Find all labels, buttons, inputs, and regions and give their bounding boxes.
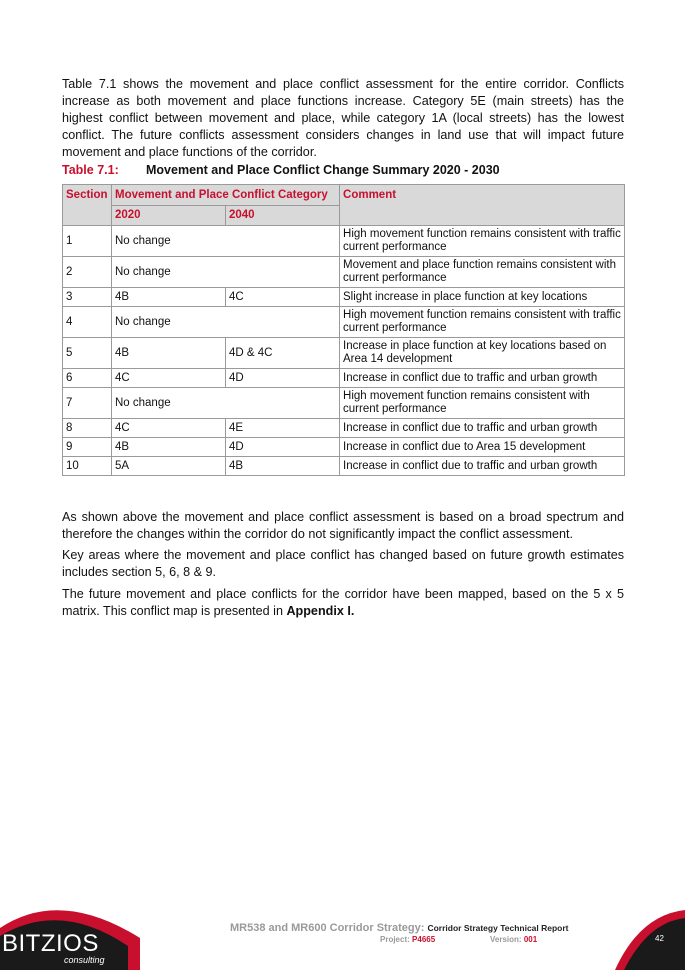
cell-section: 6 [63,369,112,388]
footer-version [490,935,537,944]
cell-comment: High movement function remains consistent with traffic current performance [340,307,625,338]
table-caption-number: Table 7.1: [62,163,119,177]
cell-comment: High movement function remains consistent with current performance [340,388,625,419]
cell-2040: 4C [226,288,340,307]
footer-project-value: P4665 [412,935,436,944]
cell-comment: Increase in conflict due to traffic and urban growth [340,419,625,438]
cell-comment: Slight increase in place function at key locations [340,288,625,307]
table-row [63,338,625,369]
intro-paragraph: Table 7.1 shows the movement and place conflict assessment for the entire corridor. Conflicts increase as both movement and place functions increase. Category 5E (main streets) has the highest conflict between movement and place, while category 1A (local streets) has the lowest conflict. The future conflicts assessment considers changes in land use that will impact future movement and place functions of the corridor. [62,77,624,159]
cell-2040: 4E [226,419,340,438]
logo-wordmark: BITZIOS [2,930,99,957]
cell-2040: 4D & 4C [226,338,340,369]
cell-2040: 4D [226,438,340,457]
cell-comment: High movement function remains consistent with traffic current performance [340,226,625,257]
header-2040: 2040 [226,206,340,226]
cell-2020: 4C [112,419,226,438]
cell-category: No change [112,388,340,419]
cell-section: 1 [63,226,112,257]
cell-comment: Movement and place function remains consistent with current performance [340,257,625,288]
conflict-table [62,184,625,476]
paragraph-conflict-map-text: The future movement and place conflicts for the corridor have been mapped, based on the 5 x 5 matrix. This conflict map is presented in [62,587,624,618]
cell-2020: 4B [112,338,226,369]
table-caption [62,163,500,177]
table-row [63,457,625,476]
cell-2040: 4B [226,457,340,476]
cell-category: No change [112,307,340,338]
cell-comment: Increase in conflict due to traffic and urban growth [340,457,625,476]
table-row [63,388,625,419]
cell-section: 9 [63,438,112,457]
table-row [63,419,625,438]
header-comment: Comment [340,185,625,226]
cell-section: 5 [63,338,112,369]
footer-project-label: Project: [380,935,410,944]
paragraph-key-areas: Key areas where the movement and place conflict has changed based on future growth estimates includes section 5, 6, 8 & 9. [62,548,624,579]
table-row [63,226,625,257]
table-row [63,369,625,388]
cell-2020: 4B [112,438,226,457]
cell-section: 4 [63,307,112,338]
cell-2020: 5A [112,457,226,476]
cell-2040: 4D [226,369,340,388]
cell-section: 7 [63,388,112,419]
footer-corner-shape [610,910,685,970]
footer-title-main: MR538 and MR600 Corridor Strategy: [230,922,425,934]
footer-project [380,935,435,944]
cell-category: No change [112,226,340,257]
cell-2020: 4B [112,288,226,307]
cell-comment: Increase in place function at key locations based on Area 14 development [340,338,625,369]
footer-title-sub: Corridor Strategy Technical Report [427,923,569,933]
header-category: Movement and Place Conflict Category [112,185,340,206]
cell-2020: 4C [112,369,226,388]
cell-comment: Increase in conflict due to Area 15 development [340,438,625,457]
footer-document-title [230,922,569,934]
table-caption-title: Movement and Place Conflict Change Summary 2020 - 2030 [146,163,500,177]
cell-section: 10 [63,457,112,476]
header-section: Section [63,185,112,226]
table-row [63,438,625,457]
footer-version-label: Version: [490,935,522,944]
cell-category: No change [112,257,340,288]
page-number: 42 [655,934,664,943]
header-2020: 2020 [112,206,226,226]
footer-version-value: 001 [523,935,538,944]
cell-comment: Increase in conflict due to traffic and urban growth [340,369,625,388]
logo-subtext: consulting [64,955,105,965]
paragraph-conflict-map [62,586,624,620]
appendix-reference: Appendix I. [286,604,355,618]
cell-section: 3 [63,288,112,307]
table-row [63,307,625,338]
table-row [63,288,625,307]
cell-section: 2 [63,257,112,288]
table-row [63,257,625,288]
paragraph-spectrum: As shown above the movement and place conflict assessment is based on a broad spectrum and therefore the changes within the corridor do not significantly impact the conflict assessment. [62,510,624,541]
company-logo [2,930,122,965]
cell-section: 8 [63,419,112,438]
